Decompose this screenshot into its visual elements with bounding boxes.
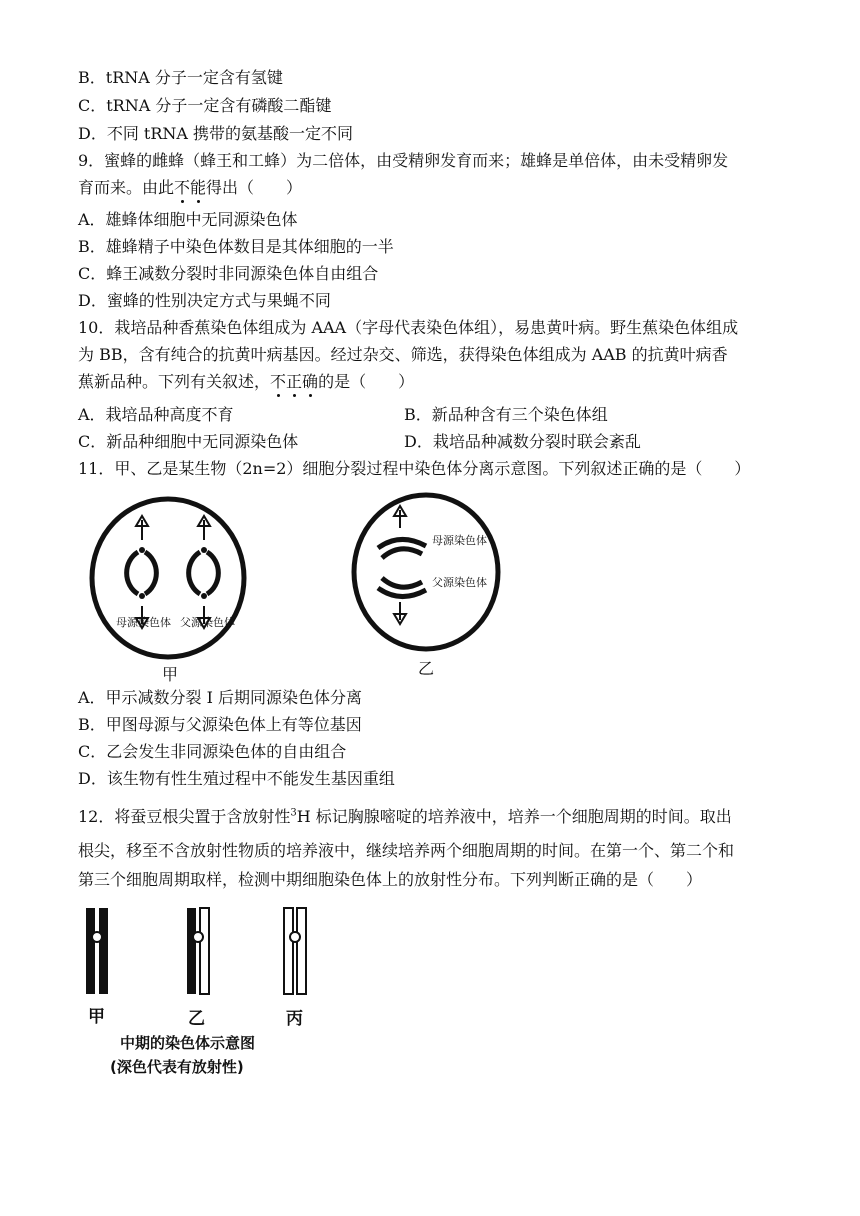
q10-emphasis-char: 确 [302, 372, 319, 391]
q9-emphasis-char: 不 [174, 178, 191, 197]
q12-stem-text: H 标记胸腺嘧啶的培养液中，培养一个细胞周期的时间。取出 [296, 807, 732, 826]
q10-emphasis-char: 正 [286, 372, 303, 391]
q8-option-b: B．tRNA 分子一定含有氢键 [78, 68, 283, 87]
q11-stem: 11．甲、乙是某生物（2n=2）细胞分裂过程中染色体分离示意图。下列叙述正确的是（ ） [78, 459, 751, 478]
q9-stem-text: 得出（ ） [206, 178, 303, 197]
label-paternal-jia: 父源染色体 [180, 616, 235, 629]
q12-figure [80, 904, 320, 1084]
caption-line2: (深色代表有放射性) [110, 1058, 244, 1076]
chromosome-bing [284, 908, 306, 1029]
label-jia: 甲 [88, 1007, 105, 1027]
q10-stem-line1: 10．栽培品种香蕉染色体组成为 AAA（字母代表染色体组），易患黄叶病。野生蕉染色体组成 [78, 318, 739, 337]
label-bing: 丙 [286, 1009, 303, 1029]
q10-option-d: D．栽培品种减数分裂时联会紊乱 [404, 432, 641, 451]
label-yi: 乙 [188, 1009, 205, 1029]
q12-stem-line3: 第三个细胞周期取样，检测中期细胞染色体上的放射性分布。下列判断正确的是（ ） [78, 870, 703, 889]
q12-stem-text: 12．将蚕豆根尖置于含放射性 [78, 807, 291, 826]
q10-option-a: A．栽培品种高度不育 [78, 405, 234, 424]
caption-line1: 中期的染色体示意图 [120, 1034, 256, 1052]
q12-stem-line2: 根尖，移至不含放射性物质的培养液中，继续培养两个细胞周期的时间。在第一个、第二个和 [78, 841, 735, 860]
q8-option-c: C．tRNA 分子一定含有磷酸二酯键 [78, 96, 332, 115]
q12-superscript: 3 [290, 807, 297, 819]
q9-option-b: B．雄蜂精子中染色体数目是其体细胞的一半 [78, 237, 394, 256]
q10-option-b: B．新品种含有三个染色体组 [404, 405, 608, 424]
q11-option-b: B．甲图母源与父源染色体上有等位基因 [78, 715, 362, 734]
chromosome-jia [86, 908, 108, 1027]
q10-stem-line3 [78, 372, 414, 392]
q11-option-d: D．该生物有性生殖过程中不能发生基因重组 [78, 769, 395, 788]
q10-stem-text: 的是（ ） [318, 372, 415, 391]
q9-emphasis-char: 能 [190, 178, 207, 197]
q9-stem-line2 [78, 178, 302, 198]
q9-option-a: A．雄蜂体细胞中无同源染色体 [78, 210, 298, 229]
q9-stem-line1: 9．蜜蜂的雌蜂（蜂王和工蜂）为二倍体，由受精卵发育而来；雄蜂是单倍体，由未受精卵发 [78, 151, 729, 170]
label-jia: 甲 [162, 665, 179, 684]
label-paternal-yi: 父源染色体 [432, 576, 487, 589]
q9-option-d: D．蜜蜂的性别决定方式与果蝇不同 [78, 291, 331, 310]
q11-option-c: C．乙会发生非同源染色体的自由组合 [78, 742, 347, 761]
q10-stem-line2: 为 BB，含有纯合的抗黄叶病基因。经过杂交、筛选，获得染色体组成为 AAB 的抗黄叶病香 [78, 345, 728, 364]
label-maternal-jia: 母源染色体 [116, 616, 171, 629]
q12-stem-line1 [78, 807, 732, 827]
q10-emphasis-char: 不 [270, 372, 287, 391]
q10-option-c: C．新品种细胞中无同源染色体 [78, 432, 299, 451]
q9-option-c: C．蜂王减数分裂时非同源染色体自由组合 [78, 264, 379, 283]
q8-option-d: D．不同 tRNA 携带的氨基酸一定不同 [78, 124, 354, 143]
q10-stem-text: 蕉新品种。下列有关叙述， [78, 372, 271, 391]
label-yi: 乙 [418, 659, 435, 678]
cell-jia [92, 499, 244, 684]
q11-figure [82, 486, 522, 686]
q11-option-a: A．甲示减数分裂 I 后期同源染色体分离 [78, 688, 363, 707]
label-maternal-yi: 母源染色体 [432, 534, 487, 547]
chromosome-yi [187, 908, 209, 1029]
cell-yi [354, 495, 498, 678]
q9-stem-text: 育而来。由此 [78, 178, 175, 197]
